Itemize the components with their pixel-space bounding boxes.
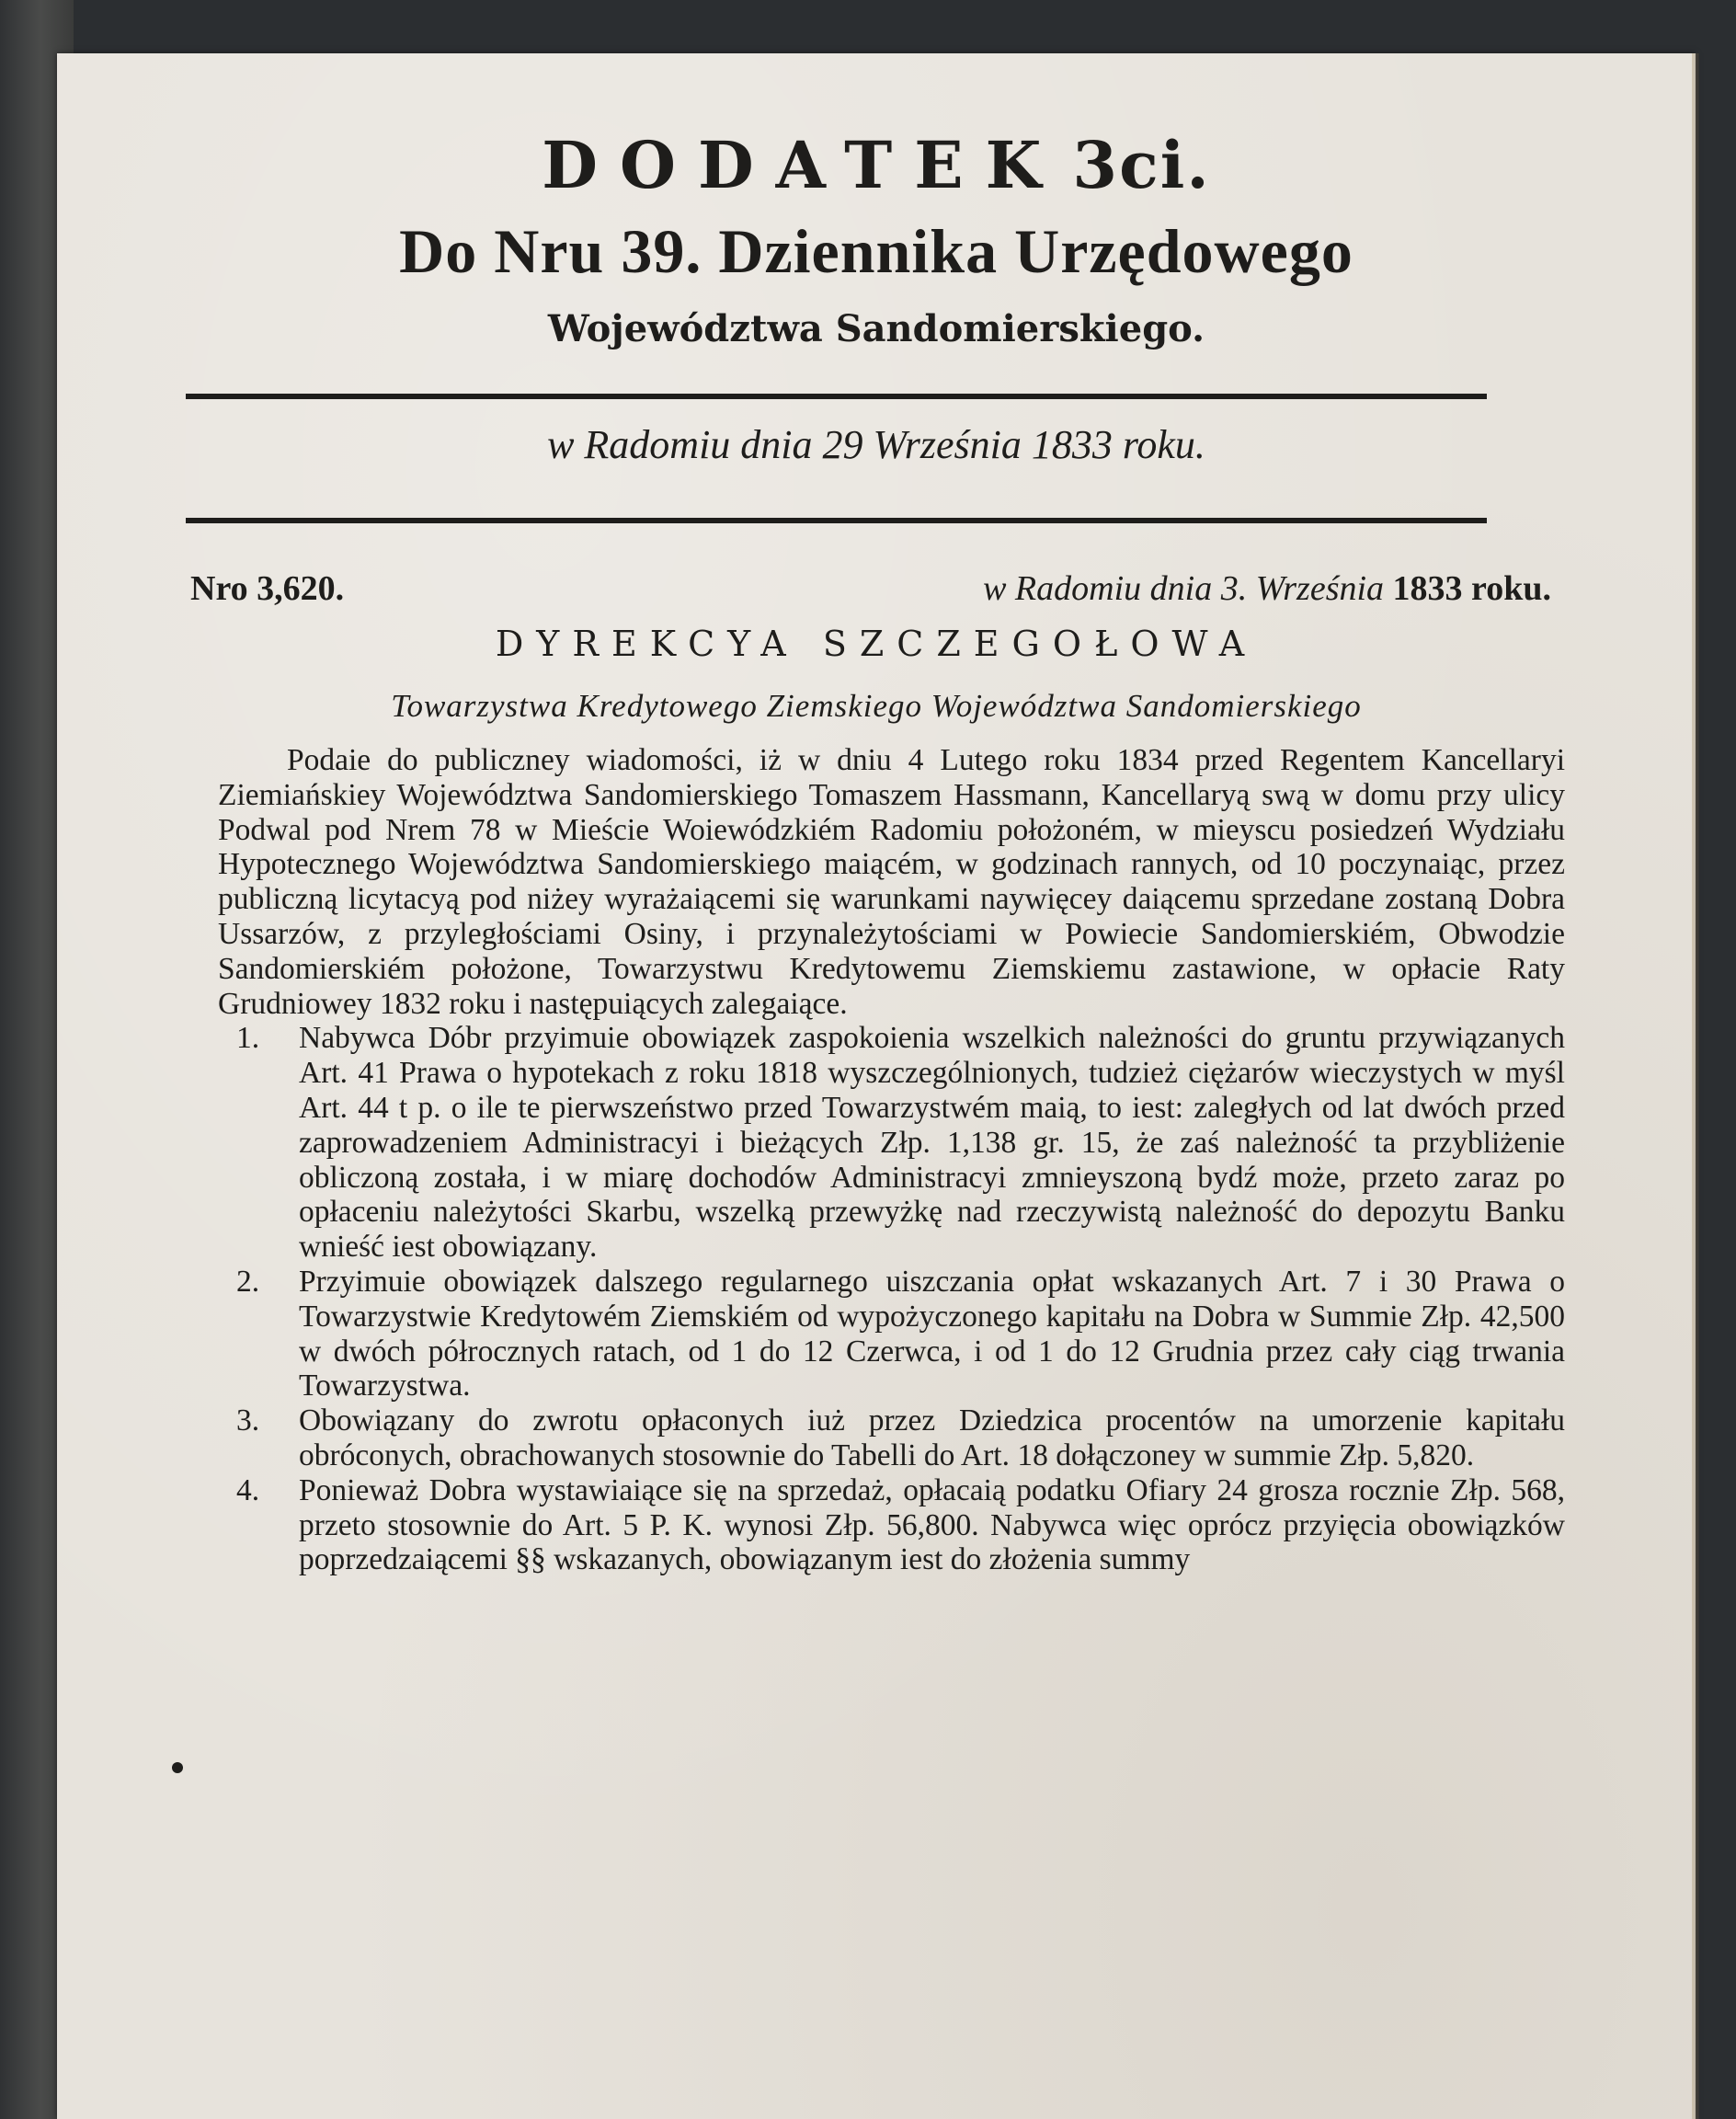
header-rule-bottom bbox=[186, 518, 1487, 523]
condition-number: 4. bbox=[236, 1472, 260, 1507]
condition-text: Przyimuie obowiązek dalszego regularnego uiszczania opłat wskazanych Art. 7 i 30 Prawa o Towarzystwie Kredytowém Ziemskiém od wypożyczonego kapitału na Dobra w Summie Złp. 42,500 w dwóch półrocznych ratach, od 1 do 12 Czerwca, i od 1 do 12 Grudnia przez cały ciąg trwania Towarzystwa. bbox=[299, 1264, 1565, 1403]
condition-text: Nabywca Dóbr przyimuie obowiązek zaspokoienia wszelkich należności do gruntu przywiązanych Art. 41 Prawa o hypotekach z roku 1818 wyszczególnionych, tudzież ciężarów wieczystych w myśl Art. 44 t p. o ile te pierwszeństwo przed Towarzystwém maią, to iest: zaległych od lat dwóch przed zaprowadzeniem Administracyi i bieżących Złp. 1,138 gr. 15, że zaś należność ta przybliżenie obliczoną została, i w miarę dochodów Administracyi zmnieyszoną bydź może, przeto zaraz po opłaceniu należytości Skarbu, wszelką przewyżkę nad rzeczywistą należność do depozytu Banku wnieść iest obowiązany. bbox=[299, 1021, 1565, 1265]
intro-paragraph: Podaie do publiczney wiadomości, iż w dniu 4 Lutego roku 1834 przed Regentem Kancellaryi Ziemiańskiey Województwa Sandomierskiego Tomaszem Hassmann, Kancellaryą swą w domu przy ulicy Podwal pod Nrem 78 w Mieście Woiewódzkiém Radomiu położoném, w mieyscu posiedzeń Wydziału Hypotecznego Województwa Sandomierskiego maiącém, w godzinach rannych, od 10 poczynaiąc, przez publiczną licytacyą pod niżey wyrażaiącemi się warunkami naywięcey daiącemu sprzedane zostaną Dobra Ussarzów, z przyległościami Osiny, i przynależytościami w Powiecie Sandomierskiém, Obwodzie Sandomierskiém położone, Towarzystwu Kredytowemu Ziemskiemu zastawione, w opłacie Raty Grudniowey 1832 roku i następuiących zalegaiące. bbox=[218, 743, 1565, 1021]
condition-item bbox=[218, 1473, 1565, 1577]
condition-number: 1. bbox=[236, 1021, 260, 1056]
condition-number: 2. bbox=[236, 1264, 260, 1299]
notice-header-row bbox=[190, 568, 1551, 624]
notice-body bbox=[218, 743, 1565, 1577]
notice-place-date bbox=[983, 568, 1551, 609]
issue-dateline: w Radomiu dnia 29 Września 1833 roku. bbox=[547, 422, 1205, 467]
condition-text: Ponieważ Dobra wystawiaiące się na sprzedaż, opłacaią podatku Ofiary 24 grosza rocznie Złp. 568, przeto stosownie do Art. 5 P. K. wynosi Złp. 56,800. Nabywca więc oprócz przyięcia obowiązków poprzedzaiącemi §§ wskazanych, obowiązanym iest do złożenia summy bbox=[299, 1472, 1565, 1577]
supplement-title-word: DODATEK bbox=[542, 127, 1064, 203]
conditions-list bbox=[218, 1021, 1565, 1577]
header-rule-top bbox=[186, 394, 1487, 399]
condition-number: 3. bbox=[236, 1403, 260, 1438]
journal-title: Do Nru 39. Dziennika Urzędowego bbox=[399, 216, 1353, 286]
notice-place-date-text: w Radomiu dnia 3. Września bbox=[983, 569, 1385, 608]
voivodeship-name: Województwa Sandomierskiego. bbox=[547, 307, 1205, 350]
society-heading: Towarzystwa Kredytowego Ziemskiego Województwa Sandomierskiego bbox=[391, 688, 1362, 724]
supplement-number: 3ci. bbox=[1072, 127, 1211, 203]
condition-item bbox=[218, 1021, 1565, 1265]
document-page bbox=[57, 53, 1696, 2119]
condition-item bbox=[218, 1403, 1565, 1473]
supplement-title bbox=[57, 127, 1696, 203]
department-heading: DYREKCYA SZCZEGOŁOWA bbox=[495, 624, 1258, 664]
notice-year: 1833 roku. bbox=[1392, 569, 1551, 608]
condition-item bbox=[218, 1265, 1565, 1403]
notice-number: Nro 3,620. bbox=[190, 569, 345, 608]
condition-text: Obowiązany do zwrotu opłaconych iuż przez Dziedzica procentów na umorzenie kapitału obróconych, obrachowanych stosownie do Tabelli do Art. 18 dołączoney w summie Złp. 5,820. bbox=[299, 1403, 1565, 1472]
page-edge bbox=[1692, 53, 1699, 2119]
ink-spot bbox=[172, 1762, 183, 1773]
